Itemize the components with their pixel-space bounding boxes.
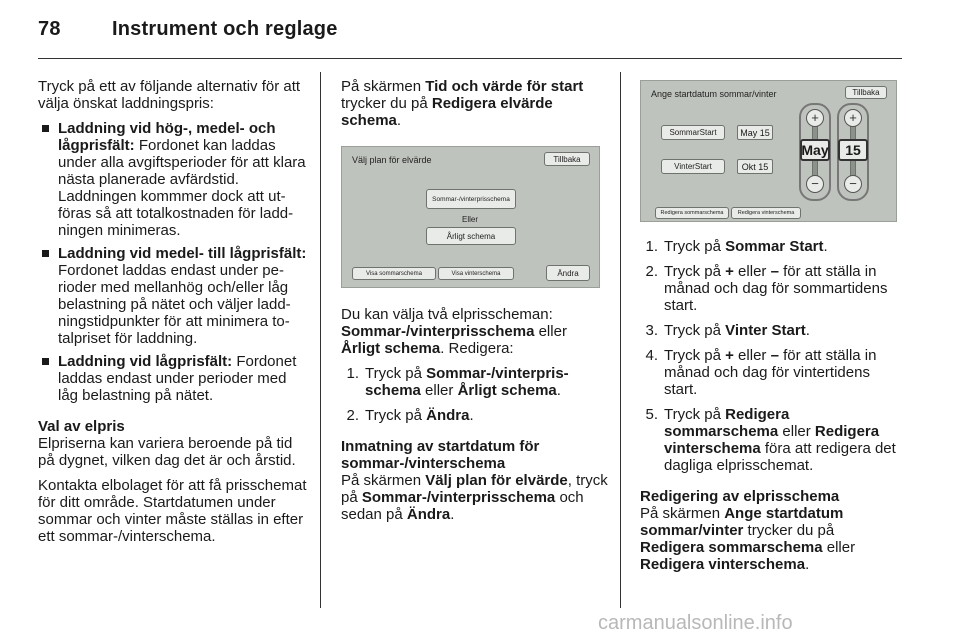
paragraph: Elpriserna kan variera beroende på tid på dygnet, vilken dag det är och årstid. bbox=[38, 435, 296, 469]
day-minus-button[interactable]: − bbox=[844, 175, 862, 193]
page-header bbox=[38, 18, 338, 41]
header-divider bbox=[38, 58, 902, 59]
month-plus-button[interactable]: + bbox=[806, 109, 824, 127]
summer-start-value: May 15 bbox=[737, 125, 773, 140]
annual-schedule-button[interactable]: Årligt schema bbox=[426, 227, 516, 245]
back-button[interactable]: Tillbaka bbox=[845, 86, 887, 99]
list-item: 4. Tryck på + eller – för att ställa in månad och dag för vintertidens start. bbox=[645, 347, 877, 398]
list-item: 1. Tryck på Sommar-/vinterprisschema eller Årligt schema. bbox=[346, 365, 569, 399]
watermark: carmanualsonline.info bbox=[598, 612, 793, 634]
month-display: May bbox=[800, 139, 830, 161]
list-item: 2. Tryck på + eller – för att ställa in månad och dag för sommartidens start. bbox=[645, 263, 888, 314]
paragraph: Kontakta elbolaget för att få prisschemat för ditt område. Startdatumen under sommar och vinter måste ställas in efter ett sommar-/vinterschema. bbox=[38, 477, 307, 545]
list-item bbox=[38, 353, 308, 404]
back-button[interactable]: Tillbaka bbox=[544, 152, 590, 166]
view-summer-schedule-button[interactable]: Visa sommarschema bbox=[352, 267, 436, 280]
list-item bbox=[38, 120, 308, 239]
page-number: 78 bbox=[38, 18, 61, 40]
bullet-text: Fordonet kan laddas under alla avgiftsperioder för att klara nästa planerade avfärdstid. Laddningen kommmer dock att utföras så att totalkostnaden för laddningen minimeras. bbox=[58, 137, 306, 239]
list-item: 2. Tryck på Ändra. bbox=[346, 407, 474, 424]
bullet-term: Laddning vid hög-, medel- och lågprisfält: bbox=[58, 120, 276, 154]
screen-select-price-plan bbox=[341, 146, 600, 288]
screen-set-start-dates bbox=[640, 80, 897, 222]
edit-summer-schedule-button[interactable]: Redigera sommarschema bbox=[655, 207, 729, 219]
column-1 bbox=[38, 78, 308, 553]
screen-title: Välj plan för elvärde bbox=[352, 155, 432, 165]
paragraph: På skärmen Välj plan för elvärde, tryck på Sommar-/vinterprisschema och sedan på Ändra. bbox=[341, 472, 608, 523]
section-heading: Redigering av elprisschema bbox=[640, 488, 840, 505]
list-item: 5. Tryck på Redigera sommarschema eller Redigera vinterschema föra att redigera det dagliga elprisschemat. bbox=[645, 406, 896, 474]
bullet-square-icon bbox=[42, 125, 49, 132]
section-heading: Inmatning av startdatum för sommar-/vinterschema bbox=[341, 438, 540, 472]
section-heading: Val av elpris bbox=[38, 418, 125, 435]
day-display: 15 bbox=[838, 139, 868, 161]
bullet-square-icon bbox=[42, 358, 49, 365]
list-item bbox=[38, 245, 308, 347]
list-item: 3. Tryck på Vinter Start. bbox=[645, 322, 810, 339]
summer-winter-schedule-button[interactable]: Sommar-/vinterprisschema bbox=[426, 189, 516, 209]
bullet-text: Fordonet laddas endast under perioder med låg belastning på nätet. bbox=[58, 353, 297, 404]
bullet-term: Laddning vid medel- till lågprisfält: bbox=[58, 245, 307, 262]
bullet-square-icon bbox=[42, 250, 49, 257]
page-title: Instrument och reglage bbox=[112, 18, 338, 40]
month-minus-button[interactable]: − bbox=[806, 175, 824, 193]
intro-paragraph: Tryck på ett av följande alternativ för att välja önskat laddningspris: bbox=[38, 78, 301, 112]
change-button[interactable]: Ändra bbox=[546, 265, 590, 281]
view-winter-schedule-button[interactable]: Visa vinterschema bbox=[438, 267, 514, 280]
column-2-lower bbox=[341, 306, 609, 531]
winter-start-value: Okt 15 bbox=[737, 159, 773, 174]
summer-start-button[interactable]: SommarStart bbox=[661, 125, 725, 140]
column-3 bbox=[640, 238, 902, 581]
column-divider-1 bbox=[320, 72, 321, 608]
bullet-term: Laddning vid lågprisfält: bbox=[58, 353, 233, 370]
day-plus-button[interactable]: + bbox=[844, 109, 862, 127]
column-2 bbox=[341, 78, 609, 137]
paragraph: På skärmen Tid och värde för start trycker du på Redigera elvärde schema. bbox=[341, 78, 584, 129]
screen-title: Ange startdatum sommar/vinter bbox=[651, 89, 777, 99]
paragraph: Du kan välja två elprisscheman: Sommar-/vinterprisschema eller Årligt schema. Redigera: bbox=[341, 306, 567, 357]
paragraph: På skärmen Ange startdatum sommar/vinter trycker du på Redigera sommarschema eller Redigera vinterschema. bbox=[640, 505, 856, 573]
bullet-text: Fordonet laddas endast under perioder med mellanhög och/eller låg belastning på nätet och väljer laddningstidpunkter för att minimera totalpriset för laddning. bbox=[58, 262, 291, 347]
winter-start-button[interactable]: VinterStart bbox=[661, 159, 725, 174]
edit-winter-schedule-button[interactable]: Redigera vinterschema bbox=[731, 207, 801, 219]
column-divider-2 bbox=[620, 72, 621, 608]
list-item: 1. Tryck på Sommar Start. bbox=[645, 238, 828, 255]
or-label: Eller bbox=[462, 215, 479, 224]
